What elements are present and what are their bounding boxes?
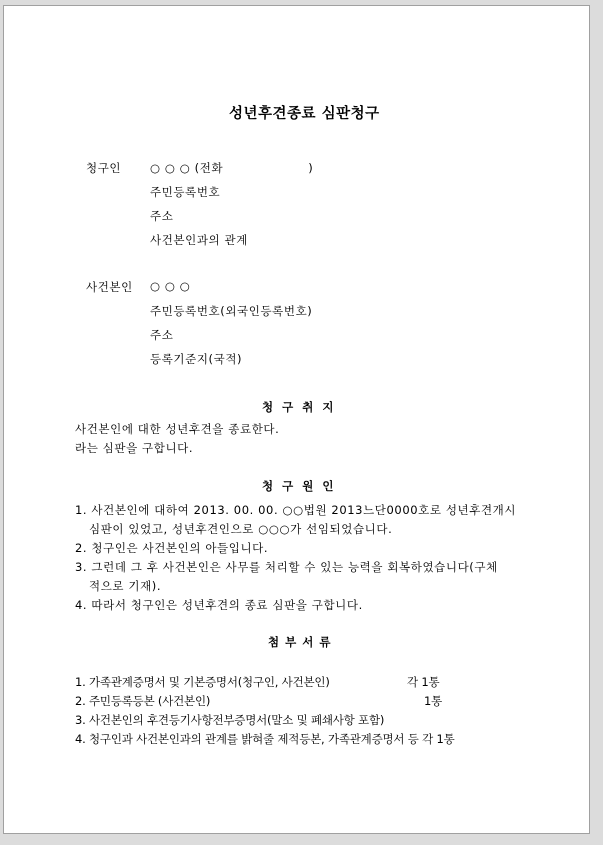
petitioner-address: 주소 xyxy=(150,209,174,223)
subject-address: 주소 xyxy=(150,328,174,342)
purpose-heading: 청구취지 xyxy=(262,400,343,414)
subject-resident-number: 주민등록번호(외국인등록번호) xyxy=(150,304,313,318)
subject-name: ○ ○ ○ xyxy=(150,279,191,293)
grounds-item-2: 2. 청구인은 사건본인의 아들입니다. xyxy=(75,541,269,555)
petitioner-name-phone: ○ ○ ○ (전화 ) xyxy=(150,161,314,175)
subject-registration-base: 등록기준지(국적) xyxy=(150,352,243,366)
petitioner-relationship: 사건본인과의 관계 xyxy=(150,233,248,247)
grounds-item-3-cont: 적으로 기재). xyxy=(89,579,162,593)
grounds-heading: 청구원인 xyxy=(262,479,343,493)
grounds-item-3: 3. 그런데 그 후 사건본인은 사무를 처리할 수 있는 능력을 회복하였습니다(구체 xyxy=(75,560,498,574)
subject-label: 사건본인 xyxy=(86,280,133,294)
attachment-item-3: 3. 사건본인의 후견등기사항전부증명서(말소 및 폐쇄사항 포함) xyxy=(75,713,385,727)
attachment-item-2-qty: 1통 xyxy=(424,694,443,708)
attachment-item-4: 4. 청구인과 사건본인과의 관계를 밝혀줄 제적등본, 가족관계증명서 등 각 1통 xyxy=(75,732,455,746)
purpose-line-2: 라는 심판을 구합니다. xyxy=(75,441,194,455)
document-title: 성년후견종료 심판청구 xyxy=(229,106,380,122)
document-page xyxy=(3,5,590,834)
grounds-item-4: 4. 따라서 청구인은 성년후견의 종료 심판을 구합니다. xyxy=(75,598,363,612)
attachment-item-1: 1. 가족관계증명서 및 기본증명서(청구인, 사건본인) xyxy=(75,675,330,689)
attachment-item-2: 2. 주민등록등본 (사건본인) xyxy=(75,694,211,708)
attachments-heading: 첨부서류 xyxy=(268,635,337,649)
petitioner-label: 청구인 xyxy=(86,161,122,175)
grounds-item-1-cont: 심판이 있었고, 성년후견인으로 ○○○가 선임되었습니다. xyxy=(89,522,393,536)
petitioner-resident-number: 주민등록번호 xyxy=(150,185,221,199)
attachment-item-1-qty: 각 1통 xyxy=(407,675,440,689)
grounds-item-1: 1. 사건본인에 대하여 2013. 00. 00. ○○법원 2013느단0000호로 성년후견개시 xyxy=(75,503,517,517)
purpose-line-1: 사건본인에 대한 성년후견을 종료한다. xyxy=(75,422,280,436)
